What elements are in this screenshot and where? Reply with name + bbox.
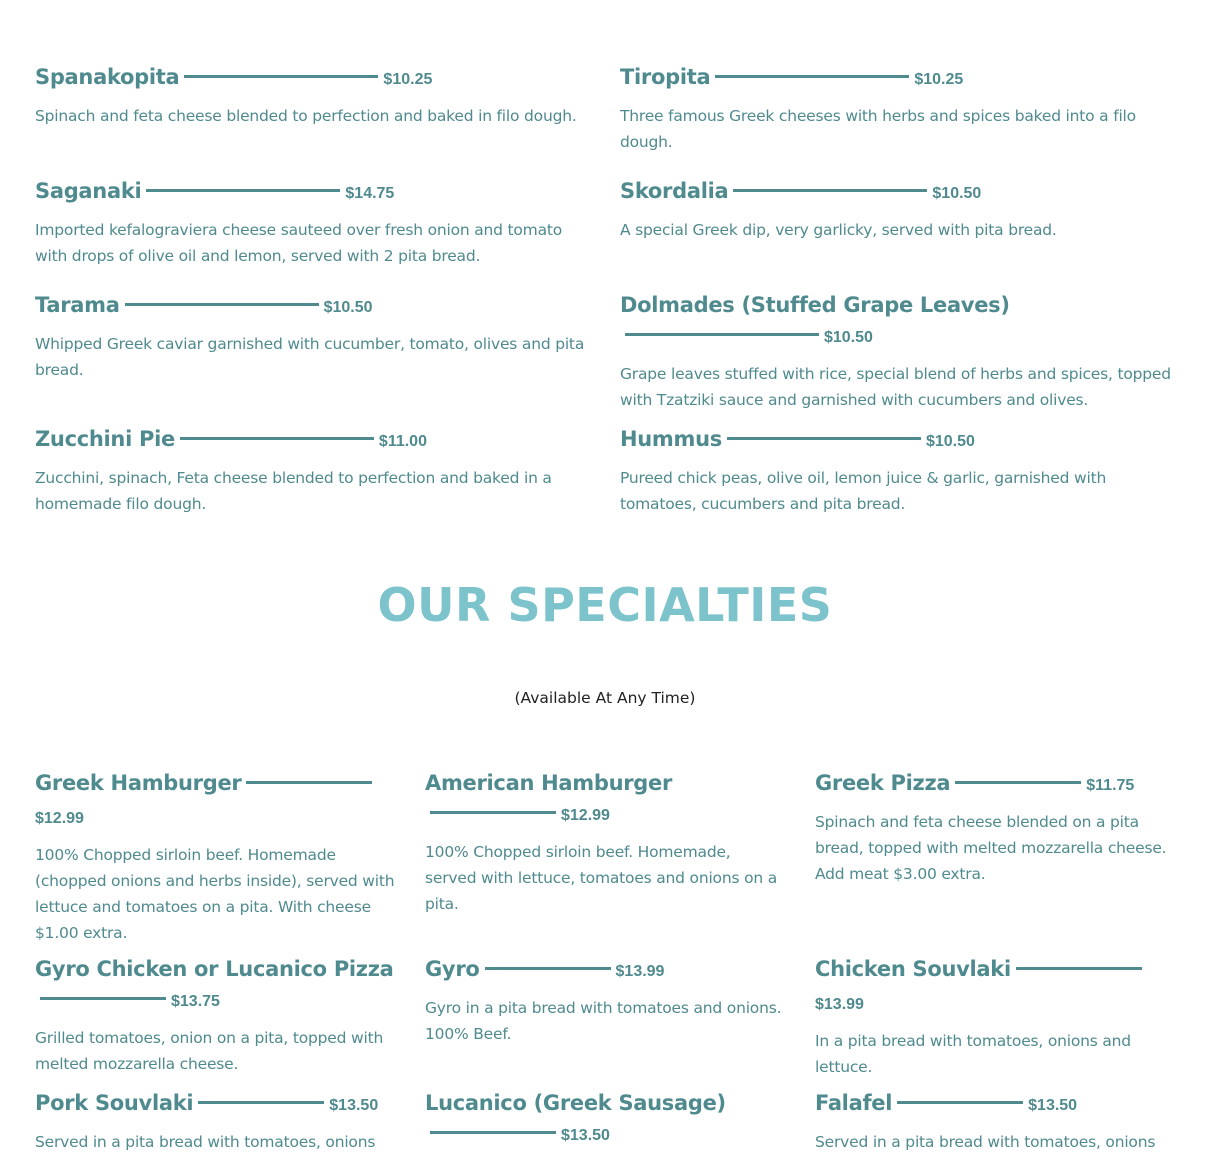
item-description: Spinach and feta cheese blended to perfection and baked in filo dough. xyxy=(35,107,577,125)
item-description: In a pita bread with tomatoes, onions and lettuce. xyxy=(815,1032,1131,1076)
item-name: Chicken Souvlaki xyxy=(815,957,1011,981)
leader-line xyxy=(485,967,611,970)
item-price: $10.50 xyxy=(925,433,975,450)
item-name: Lucanico (Greek Sausage) xyxy=(425,1091,726,1115)
item-name: Hummus xyxy=(620,427,722,451)
item-name: Greek Pizza xyxy=(815,771,951,795)
menu-item-lucanico xyxy=(425,1088,785,1151)
leader-line xyxy=(184,75,378,78)
leader-line xyxy=(246,781,372,784)
menu-item-falafel xyxy=(815,1088,1175,1155)
leader-line xyxy=(625,333,819,336)
leader-line xyxy=(955,781,1081,784)
item-description: Three famous Greek cheeses with herbs and spices baked into a filo dough. xyxy=(620,107,1136,151)
menu-item-zucchini-pie xyxy=(35,424,595,517)
item-name: Spanakopita xyxy=(35,65,180,89)
item-name: Zucchini Pie xyxy=(35,427,175,451)
item-price: $11.00 xyxy=(378,433,427,450)
item-name: Skordalia xyxy=(620,179,729,203)
leader-line xyxy=(727,437,921,440)
leader-line xyxy=(897,1101,1023,1104)
item-price: $13.75 xyxy=(171,993,220,1010)
item-description: 100% Chopped sirloin beef. Homemade, served with lettuce, tomatoes and onions on a pita. xyxy=(425,843,778,913)
item-description: Whipped Greek caviar garnished with cucumber, tomato, olives and pita bread. xyxy=(35,335,585,379)
menu-item-greek-pizza xyxy=(815,768,1175,887)
menu-item-tiropita xyxy=(620,62,1180,155)
item-price: $13.50 xyxy=(329,1097,379,1114)
menu-item-skordalia xyxy=(620,176,1180,243)
item-price: $12.99 xyxy=(35,810,84,827)
menu-item-tarama xyxy=(35,290,595,383)
item-description: Imported kefalograviera cheese sauteed over fresh onion and tomato with drops of olive oil and lemon, served with 2 pita bread. xyxy=(35,221,563,265)
item-name: Gyro Chicken or Lucanico Pizza xyxy=(35,957,394,981)
menu-item-pork-souvlaki xyxy=(35,1088,395,1155)
leader-line xyxy=(146,189,340,192)
item-price: $13.50 xyxy=(561,1127,610,1144)
menu-item-chicken-souvlaki xyxy=(815,954,1175,1080)
leader-line xyxy=(198,1101,324,1104)
item-name: Pork Souvlaki xyxy=(35,1091,194,1115)
menu-item-hummus xyxy=(620,424,1180,517)
leader-line xyxy=(430,811,556,814)
leader-line xyxy=(1016,967,1142,970)
section-subtitle: (Available At Any Time) xyxy=(514,689,696,707)
menu-item-gyro xyxy=(425,954,785,1047)
leader-line xyxy=(40,997,166,1000)
item-price: $13.50 xyxy=(1028,1097,1078,1114)
item-name: Falafel xyxy=(815,1091,893,1115)
menu-item-gyro-chicken-pizza xyxy=(35,954,395,1077)
item-description: Zucchini, spinach, Feta cheese blended to perfection and baked in a homemade filo dough. xyxy=(35,469,552,513)
item-price: $10.50 xyxy=(932,185,982,202)
item-name: Tarama xyxy=(35,293,120,317)
item-price: $10.50 xyxy=(323,299,373,316)
section-title: OUR SPECIALTIES xyxy=(377,578,833,632)
item-name: Saganaki xyxy=(35,179,142,203)
menu-item-saganaki xyxy=(35,176,595,269)
item-description: Pureed chick peas, olive oil, lemon juice & garlic, garnished with tomatoes, cucumbers and pita bread. xyxy=(620,469,1107,513)
leader-line xyxy=(430,1131,556,1134)
menu-item-dolmades xyxy=(620,290,1180,413)
item-price: $12.99 xyxy=(561,807,610,824)
item-description: Served in a pita bread with tomatoes, onions xyxy=(35,1133,376,1151)
item-price: $10.25 xyxy=(383,71,433,88)
leader-line xyxy=(733,189,927,192)
item-description: Gyro in a pita bread with tomatoes and onions. 100% Beef. xyxy=(425,999,782,1043)
item-price: $13.99 xyxy=(615,963,665,980)
menu-item-american-hamburger xyxy=(425,768,785,917)
item-name: American Hamburger xyxy=(425,771,673,795)
item-name: Dolmades (Stuffed Grape Leaves) xyxy=(620,293,1010,317)
item-price: $10.25 xyxy=(914,71,964,88)
leader-line xyxy=(125,303,319,306)
item-price: $14.75 xyxy=(345,185,395,202)
item-price: $11.75 xyxy=(1086,777,1135,794)
item-price: $13.99 xyxy=(815,996,864,1013)
item-description: Grilled tomatoes, onion on a pita, topped with melted mozzarella cheese. xyxy=(35,1029,384,1073)
item-description: A special Greek dip, very garlicky, served with pita bread. xyxy=(620,221,1057,239)
menu-item-spanakopita xyxy=(35,62,595,129)
item-description: Grape leaves stuffed with rice, special blend of herbs and spices, topped with Tzatziki sauce and garnished with cucumbers and olives. xyxy=(620,365,1171,409)
item-description: 100% Chopped sirloin beef. Homemade (chopped onions and herbs inside), served with lettuce and tomatoes on a pita. With cheese $1.00 extra. xyxy=(35,846,395,942)
leader-line xyxy=(180,437,374,440)
item-name: Greek Hamburger xyxy=(35,771,242,795)
menu-item-greek-hamburger xyxy=(35,768,395,946)
item-price: $10.50 xyxy=(824,329,873,346)
item-name: Tiropita xyxy=(620,65,711,89)
item-description: Served in a pita bread with tomatoes, onions xyxy=(815,1133,1156,1151)
leader-line xyxy=(715,75,909,78)
item-name: Gyro xyxy=(425,957,480,981)
item-description: Spinach and feta cheese blended on a pita bread, topped with melted mozzarella cheese. Add meat $3.00 extra. xyxy=(815,813,1167,883)
